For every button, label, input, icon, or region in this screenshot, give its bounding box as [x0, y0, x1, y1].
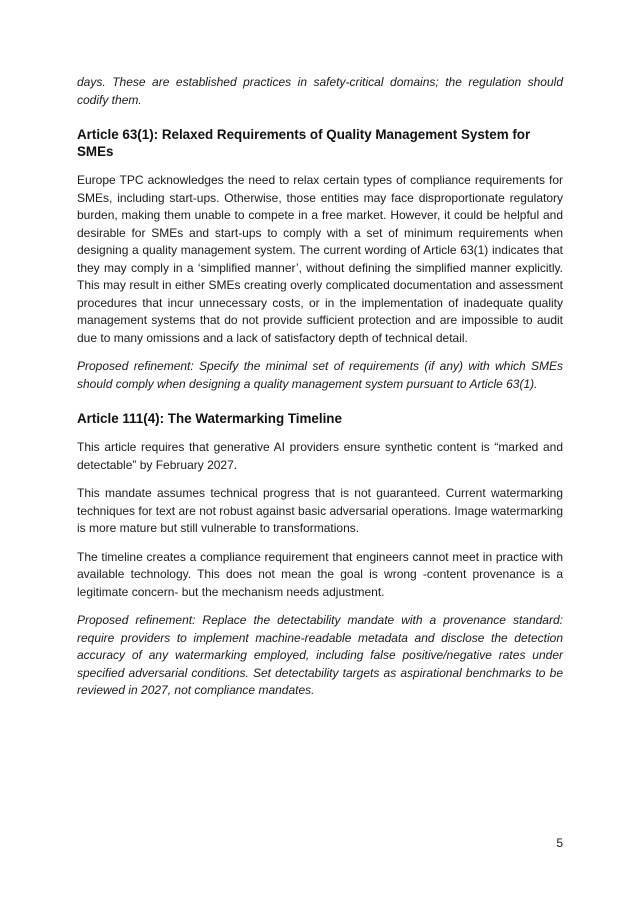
body-paragraph: This article requires that generative AI providers ensure synthetic content is “marked and detectable” by February 2027. [77, 440, 563, 472]
section-heading: Article 63(1): Relaxed Requirements of Quality Management System for SMEs [77, 127, 531, 159]
document-page [77, 74, 563, 711]
section-heading: Article 111(4): The Watermarking Timeline [77, 411, 342, 426]
page-number: 5 [556, 836, 563, 850]
proposed-refinement: Proposed refinement: Replace the detectability mandate with a provenance standard: require providers to implement machine-readable metadata and disclose the detection accuracy of any watermarking employed, including false positive/negative rates under specified adversarial conditions. Set detectability targets as aspirational benchmarks to be reviewed in 2027, not compliance mandates. [77, 613, 563, 697]
body-paragraph: This mandate assumes technical progress that is not guaranteed. Current watermarking techniques for text are not robust against basic adversarial operations. Image watermarking is more mature but still vulnerable to transformations. [77, 486, 563, 535]
intro-tail-paragraph: days. These are established practices in safety-critical domains; the regulation should codify them. [77, 75, 563, 107]
body-paragraph: The timeline creates a compliance requirement that engineers cannot meet in practice with available technology. This does not mean the goal is wrong -content provenance is a legitimate concern- but the mechanism needs adjustment. [77, 549, 563, 599]
body-paragraph: Europe TPC acknowledges the need to relax certain types of compliance requirements for SMEs, including start-ups. Otherwise, those entities may face disproportionate regulatory burden, making them unable to compete in a free market. However, it could be helpful and desirable for SMEs and start-ups to comply with a set of minimum requirements when designing a quality management system. The current wording of Article 63(1) indicates that they may comply in a ‘simplified manner’, without defining the simplified manner explicitly. This may result in either SMEs creating overly complicated documentation and assessment procedures that incur unnecessary costs, or in the implementation of inadequate quality management systems that do not provide sufficient protection and are impossible to audit due to many omissions and a lack of satisfactory depth of technical detail. [77, 173, 563, 345]
section-article-63-1 [77, 126, 563, 393]
proposed-refinement: Proposed refinement: Specify the minimal set of requirements (if any) with which SMEs should comply when designing a quality management system pursuant to Article 63(1). [77, 359, 563, 391]
section-article-111-4 [77, 410, 563, 700]
